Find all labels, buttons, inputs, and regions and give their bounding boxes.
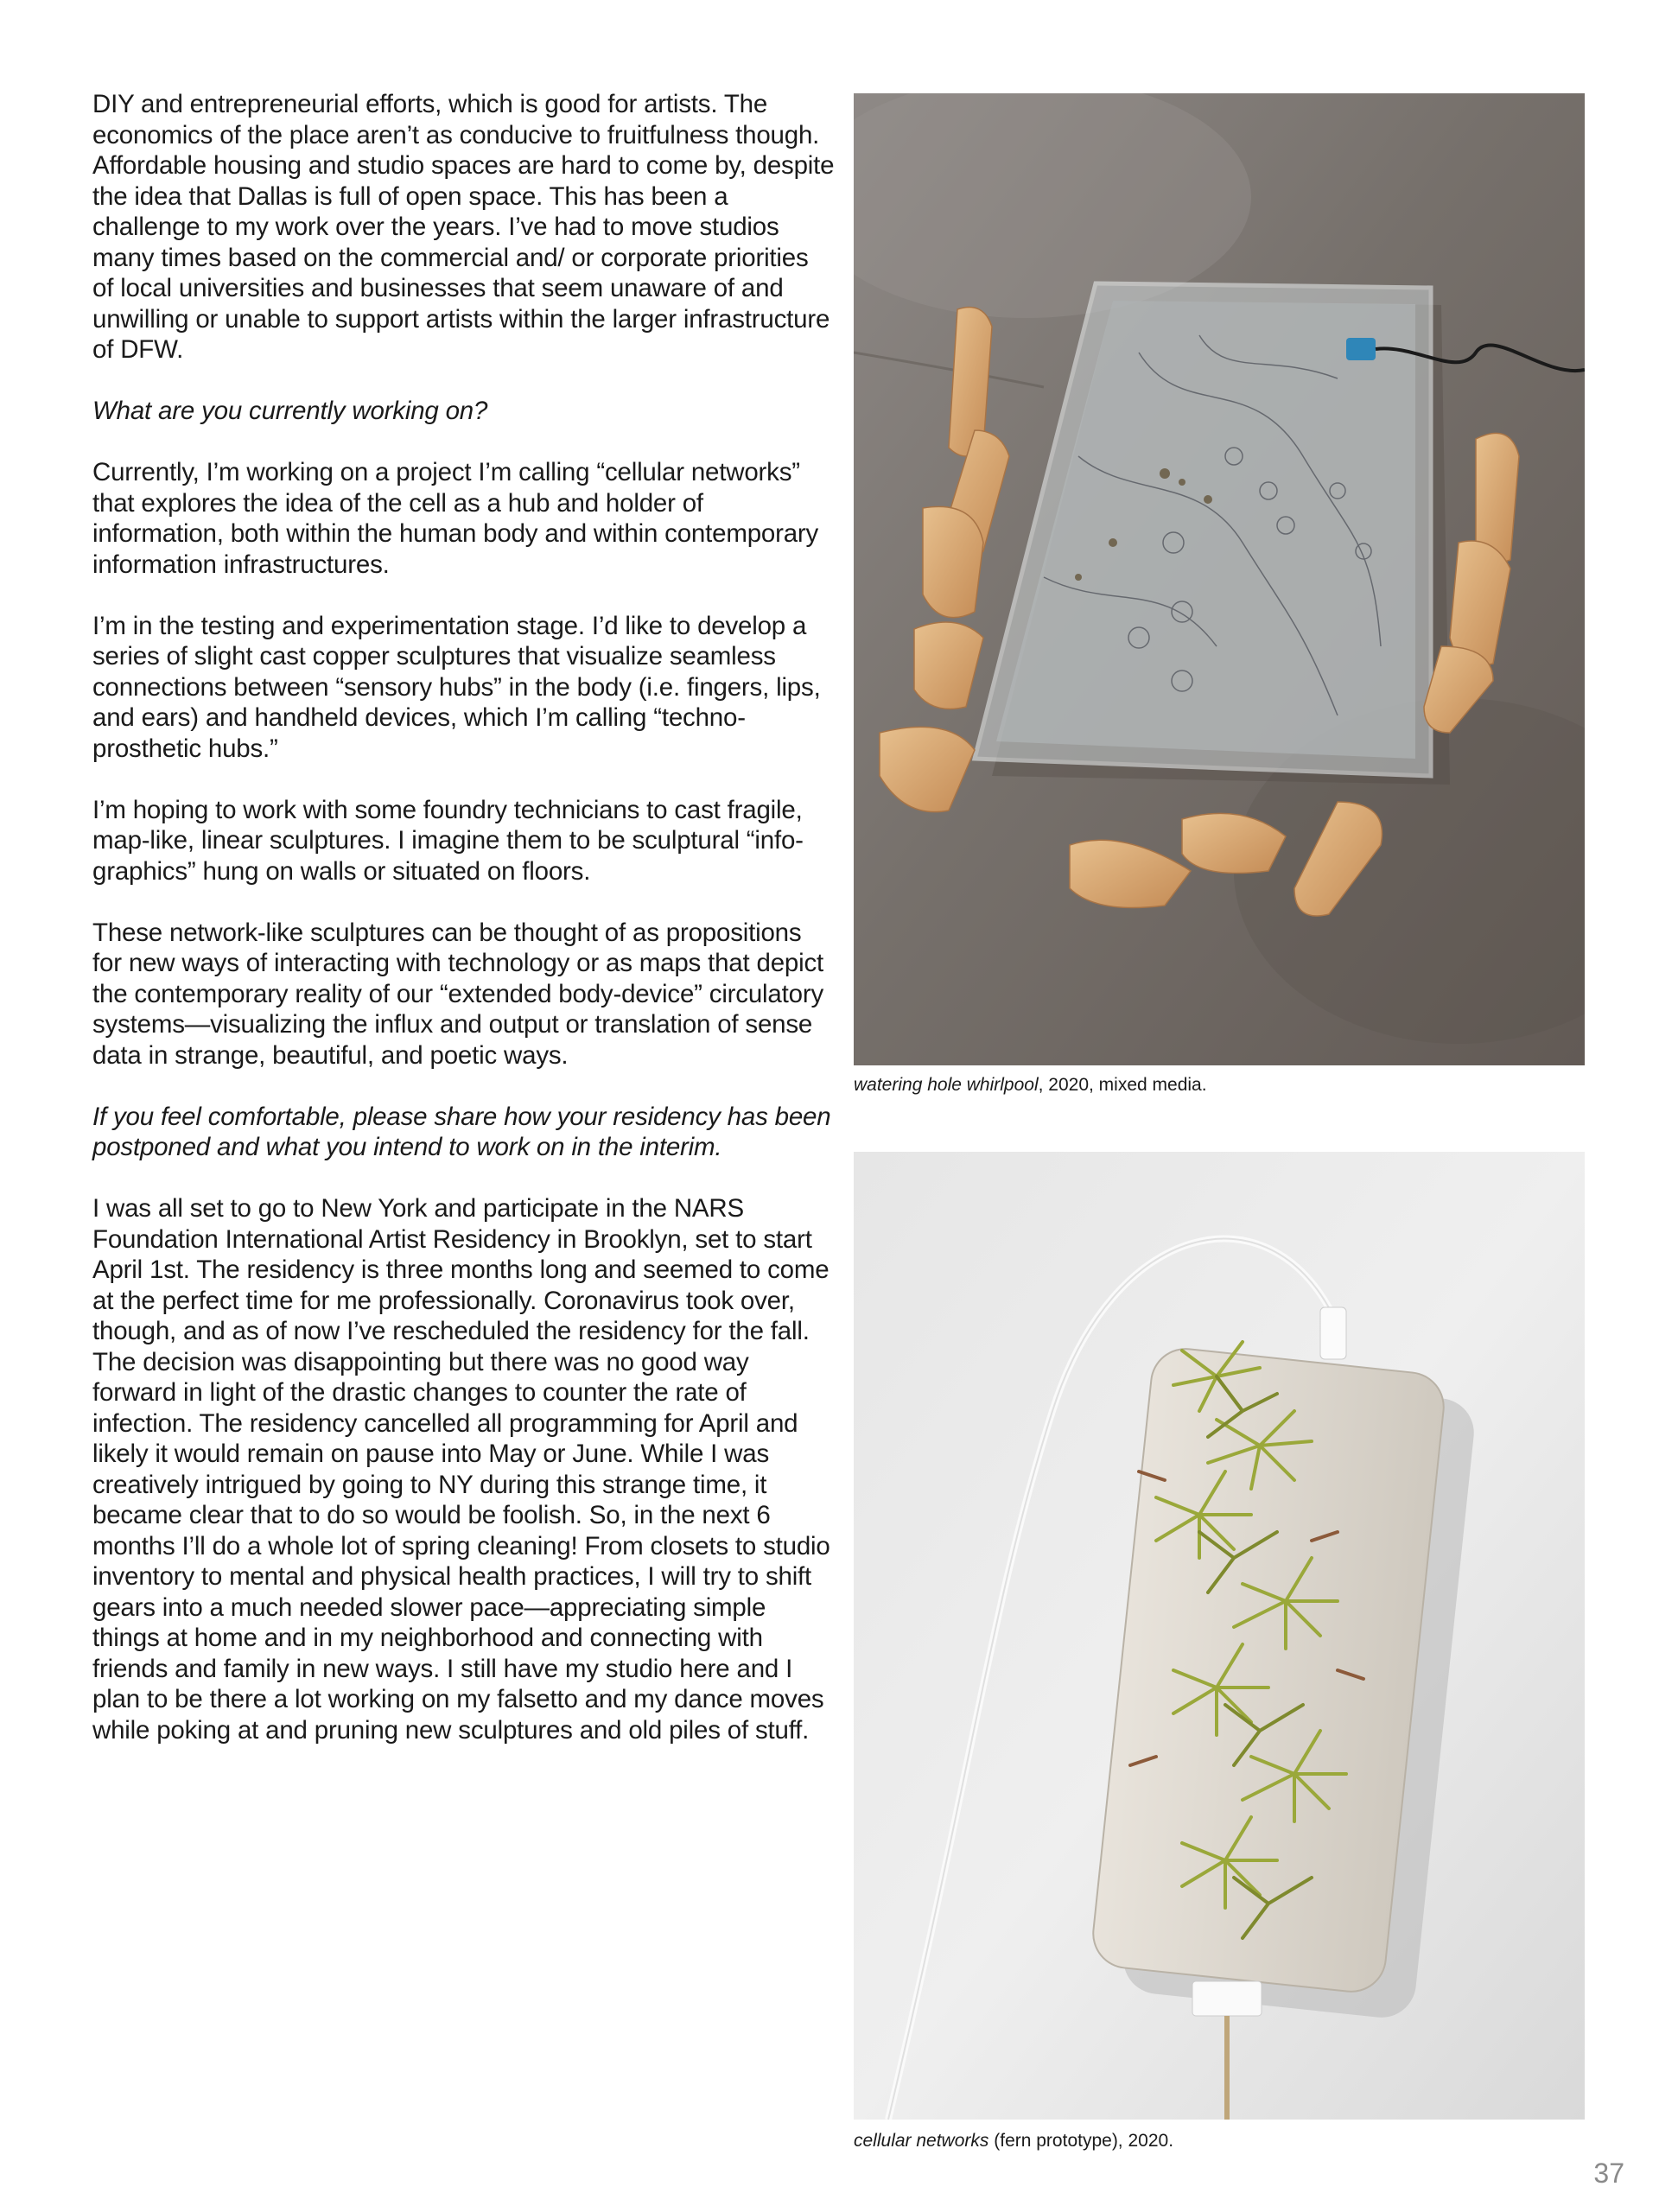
figure-photo-watering-hole-whirlpool: [854, 93, 1585, 1065]
answer-paragraph: I was all set to go to New York and participate in the NARS Foundation International Artist Residency in Brooklyn, set to start April 1st. The residency is three months long and seemed to come at the perfect time for me professionally. Coronavirus took over, though, and as of now I’ve rescheduled the residency for the fall. The decision was disappointing but there was no good way forward in light of the drastic changes to counter the rate of infection. The residency cancelled all programming for April and likely it would remain on pause into May or June. While I was creatively intrigued by going to NY during this strange time, it became clear that to do so would be foolish. So, in the next 6 months I’ll do a whole lot of spring cleaning! From closets to studio inventory to mental and physical health practices, I will try to shift gears into a much needed slower pace—appreciating simple things at home and in my neighborhood and connecting with friends and family in new ways. I still have my studio here and I plan to be there a lot working on my falsetto and my dance moves while poking at and pruning new sculptures and old piles of stuff.: [92, 1194, 830, 1745]
caption-details: , 2020, mixed media.: [1038, 1075, 1207, 1095]
sculpture-photo: [854, 1152, 1585, 2120]
page-number: 37: [1593, 2158, 1624, 2189]
article-body: [92, 89, 836, 1777]
answer-paragraph: Currently, I’m working on a project I’m calling “cellular networks” that explores the idea of the cell as a hub and holder of information, both within the human body and within contemporary information infrastructures.: [92, 458, 819, 579]
caption-title: cellular networks: [854, 2131, 989, 2151]
caption-details: (fern prototype), 2020.: [988, 2131, 1174, 2151]
answer-paragraph: I’m in the testing and experimentation stage. I’d like to develop a series of slight cast copper sculptures that visualize seamless connections between “sensory hubs” in the body (i.e. fingers, lips, and ears) and handheld devices, which I’m calling “techno-prosthetic hubs.”: [92, 611, 821, 763]
figure-caption: [854, 1074, 1585, 1096]
sculpture-photo: [854, 93, 1585, 1065]
interview-question: If you feel comfortable, please share how your residency has been postponed and what you intend to work on in the interim.: [92, 1102, 831, 1161]
interview-question: What are you currently working on?: [92, 397, 488, 425]
figure-caption: [854, 2130, 1585, 2152]
answer-paragraph: These network-like sculptures can be thought of as propositions for new ways of interacting with technology or as maps that depict the contemporary reality of our “extended body-device” circulatory systems—visualizing the influx and output or translation of sense data in strange, beautiful, and poetic ways.: [92, 918, 824, 1070]
answer-paragraph: I’m hoping to work with some foundry technicians to cast fragile, map-like, linear sculptures. I imagine them to be sculptural “info-graphics” hung on walls or situated on floors.: [92, 795, 804, 886]
caption-title: watering hole whirlpool: [854, 1075, 1039, 1095]
figure-photo-cellular-networks: [854, 1152, 1585, 2120]
answer-paragraph: DIY and entrepreneurial efforts, which is good for artists. The economics of the place aren’t as conducive to fruitfulness though. Affordable housing and studio spaces are hard to come by, despite the idea that Dallas is full of open space. This has been a challenge to my work over the years. I’ve had to move studios many times based on the commercial and/ or corporate priorities of local universities and businesses that seem unaware of and unwilling or unable to support artists within the larger infrastructure of DFW.: [92, 90, 835, 364]
